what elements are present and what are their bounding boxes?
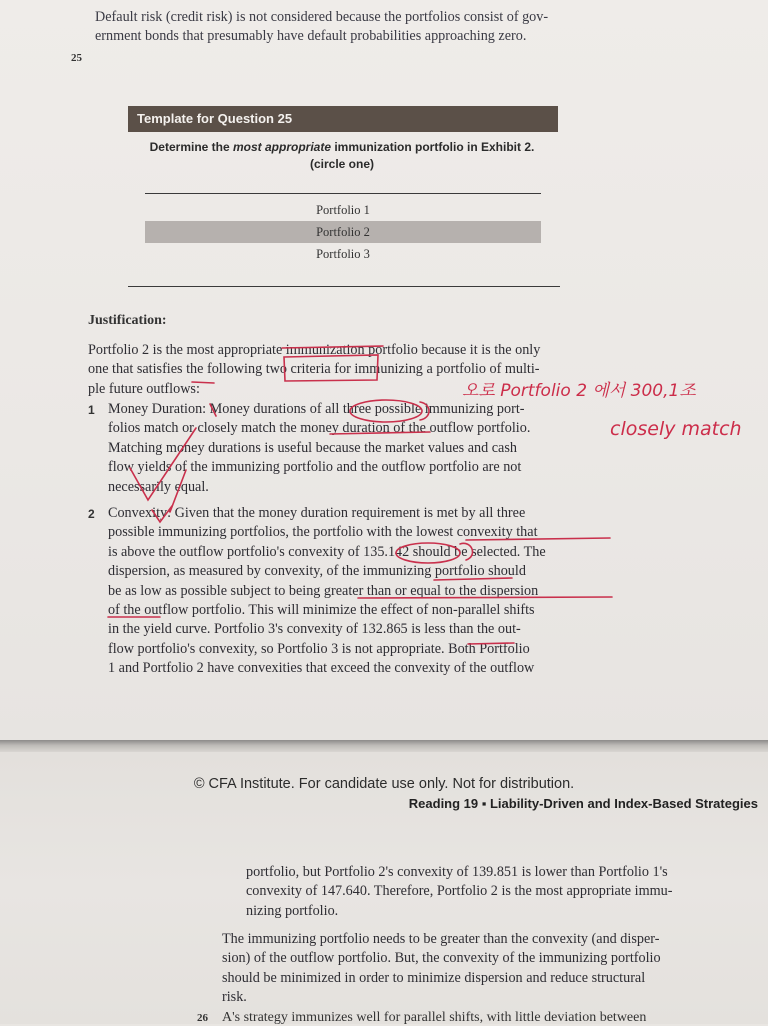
intro-paragraph: Portfolio 2 is the most appropriate immunization portfolio because it is the only one that satisfies the following two criteria for immunizing a portfolio of multi- ple future outflows: [88, 342, 541, 397]
option-portfolio-1[interactable]: Portfolio 1 [316, 203, 370, 217]
top-paragraph: Default risk (credit risk) is not considered because the portfolios consist of gov- ernment bonds that presumably have default probabilities approaching zero. [95, 9, 549, 44]
page-number-bottom: 26 [197, 1012, 208, 1024]
handwritten-note-portfolio: 오로 Portfolio 2 에서 300,1조 [462, 381, 696, 401]
summary-paragraph: The immunizing portfolio needs to be greater than the convexity (and disper- sion) of the outflow portfolio. But, the convexity of the immunizing portfolio should be minimized in order to minimize dispersion and reduce structural risk. [222, 931, 661, 1006]
reading-header: Reading 19 ▪ Liability-Driven and Index-Based Strategies [408, 796, 758, 811]
justification-heading: Justification: [88, 313, 167, 328]
list-number-1: 1 [88, 403, 95, 417]
list-number-2: 2 [88, 507, 95, 521]
option-portfolio-3[interactable]: Portfolio 3 [316, 247, 370, 261]
copyright-notice: © CFA Institute. For candidate use only. Not for distribution. [193, 776, 575, 792]
template-header: Template for Question 25 [128, 106, 558, 132]
cut-off-line: A's strategy immunizes well for parallel shifts, with little deviation between [222, 1010, 647, 1025]
page-number-top: 25 [71, 52, 82, 64]
option-portfolio-2[interactable]: Portfolio 2 [145, 221, 541, 243]
item-convexity: Convexity: Given that the money duration requirement is met by all three possible immunizing portfolios, the portfolio with the lowest convexity that is above the outflow portfolio's convexity of 135.142 should be selected. The dispersion, as measured by convexity, of the immunizing portfolio should be as low as possible subject to being greater than or equal to the dispersion of the outflow portfolio. This will minimize the effect of non-parallel shifts in the yield curve. Portfolio 3's convexity of 132.865 is less than the out- flow portfolio's convexity, so Portfolio 3 is not appropriate. Both Portfolio 1 and Portfolio 2 have convexities that exceed the convexity of the outflow [108, 505, 546, 677]
continuation-paragraph: portfolio, but Portfolio 2's convexity of 139.851 is lower than Portfolio 1's convexity of 147.640. Therefore, Portfolio 2 is the most appropriate immu- nizing portfolio. [246, 864, 673, 919]
handwritten-note-closely-match: closely match [610, 418, 742, 440]
item-money-duration: Money Duration: Money durations of all three possible immunizing port- folios match or closely match the money duration of the outflow portfolio. Matching money durations is useful because the market values and cash flow yields of the immunizing portfolio and the outflow portfolio are not necessarily equal. [108, 401, 531, 495]
question-prompt: Determine the most appropriate immunization portfolio in Exhibit 2. (circle one) [149, 140, 535, 171]
